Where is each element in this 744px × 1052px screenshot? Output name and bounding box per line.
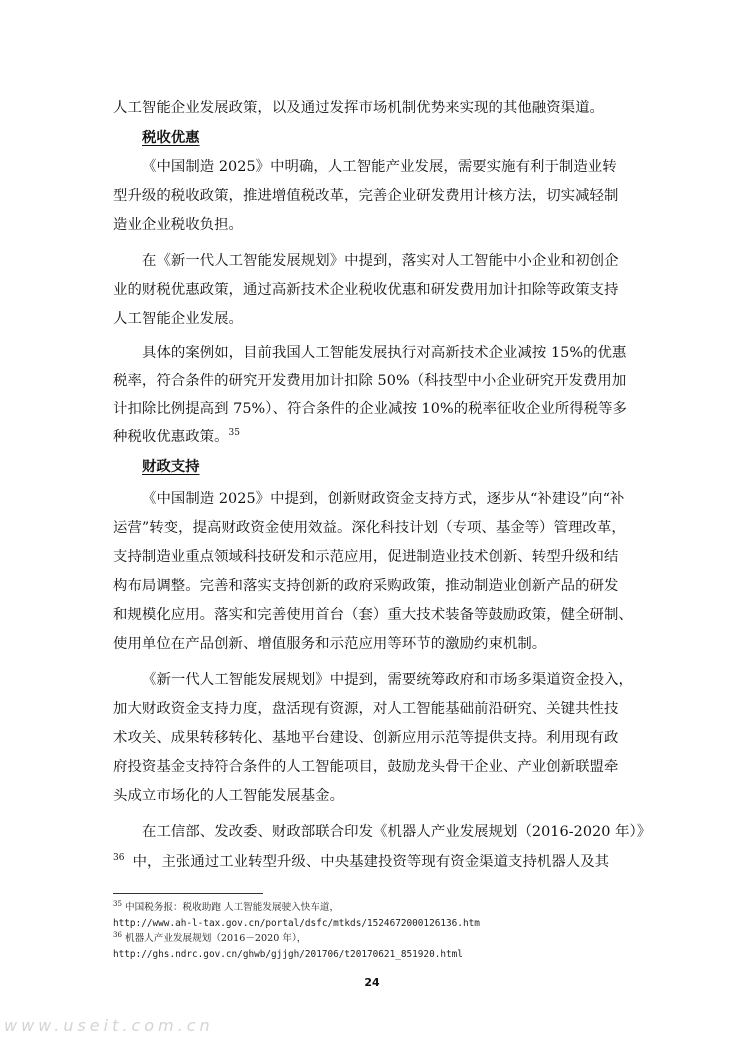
body-line: 加大财政资金支持力度，盘活现有资源，对人工智能基础前沿研究、关键共性技 (113, 701, 619, 717)
footnote-35 (113, 899, 633, 914)
body-line: 在《新一代人工智能发展规划》中提到，落实对人工智能中小企业和初创企 (142, 253, 619, 269)
footnote-text: 中国税务报：税收助跑 人工智能发展驶入快车道， (124, 902, 340, 913)
footnote-36-url[interactable]: http://ghs.ndrc.gov.cn/ghwb/gjjgh/201706/t20170621_851920.html (113, 949, 463, 960)
footnote-text: 机器人产业发展规划（2016－2020 年）， (124, 933, 307, 944)
footnote-number: 36 (113, 930, 122, 939)
body-line: 《中国制造 2025》中提到，创新财政资金支持方式，逐步从“补建设”向“补 (142, 491, 625, 507)
footnote-ref-35[interactable]: 35 (228, 428, 241, 439)
body-line: 计扣除比例提高到 75%）、符合条件的企业减按 10%的税率征收企业所得税等多 (113, 401, 627, 417)
body-line: 《中国制造 2025》中明确，人工智能产业发展，需要实施有利于制造业转 (142, 159, 617, 175)
body-line: 造业企业税收负担。 (113, 217, 243, 233)
page-number: 24 (364, 976, 380, 989)
body-line: 《新一代人工智能发展规划》中提到，需要统筹政府和市场多渠道资金投入， (142, 672, 633, 688)
body-line: 运营”转变，提高财政资金使用效益。深化科技计划（专项、基金等）管理改革， (113, 520, 626, 536)
body-line: 头成立市场化的人工智能发展基金。 (113, 788, 345, 804)
footnote-35-url[interactable]: http://www.ah-l-tax.gov.cn/portal/dsfc/mtkds/1524672000126136.htm (113, 918, 480, 929)
body-line: 术攻关、成果转移转化、基地平台建设、创新应用示范等提供支持。利用现有政 (113, 730, 619, 746)
watermark: www.useit.com.cn (4, 1016, 214, 1035)
footnote-number: 35 (113, 899, 122, 908)
body-line: 使用单位在产品创新、增值服务和示范应用等环节的激励约束机制。 (113, 636, 547, 652)
body-line (113, 853, 633, 871)
body-line: 和规模化应用。落实和完善使用首台（套）重大技术装备等鼓励政策，健全研制、 (113, 607, 633, 623)
body-line: 人工智能企业发展。 (113, 311, 243, 327)
body-line-text: 中，主张通过工业转型升级、中央基建投资等现有资金渠道支持机器人及其 (132, 854, 610, 870)
body-line: 在工信部、发改委、财政部联合印发《机器人产业发展规划（2016-2020 年）》 (142, 824, 652, 840)
body-line: 税率，符合条件的研究开发费用加计扣除 50%（科技型中小企业研究开发费用加 (113, 373, 627, 389)
body-line: 具体的案例如，目前我国人工智能发展执行对高新技术企业减按 15%的优惠 (142, 345, 627, 361)
body-line: 构布局调整。完善和落实支持创新的政府采购政策，推动制造业创新产品的研发 (113, 578, 619, 594)
body-line: 支持制造业重点领域科技研发和示范应用，促进制造业技术创新、转型升级和结 (113, 549, 619, 565)
body-line: 型升级的税收政策，推进增值税改革，完善企业研发费用计核方法，切实减轻制 (113, 188, 619, 204)
body-line-text: 种税收优惠政策。 (113, 429, 229, 445)
body-line: 人工智能企业发展政策，以及通过发挥市场机制优势来实现的其他融资渠道。 (113, 100, 604, 116)
body-line: 府投资基金支持符合条件的人工智能项目，鼓励龙头骨干企业、产业创新联盟牵 (113, 759, 619, 775)
body-line: 业的财税优惠政策，通过高新技术企业税收优惠和研发费用加计扣除等政策支持 (113, 282, 619, 298)
body-line (113, 428, 633, 446)
footnote-ref-36[interactable]: 36 (113, 853, 125, 864)
footnote-36 (113, 930, 633, 945)
footnote-divider (113, 893, 263, 894)
section-heading-tax: 税收优惠 (142, 130, 200, 146)
section-heading-fiscal: 财政支持 (142, 459, 200, 475)
